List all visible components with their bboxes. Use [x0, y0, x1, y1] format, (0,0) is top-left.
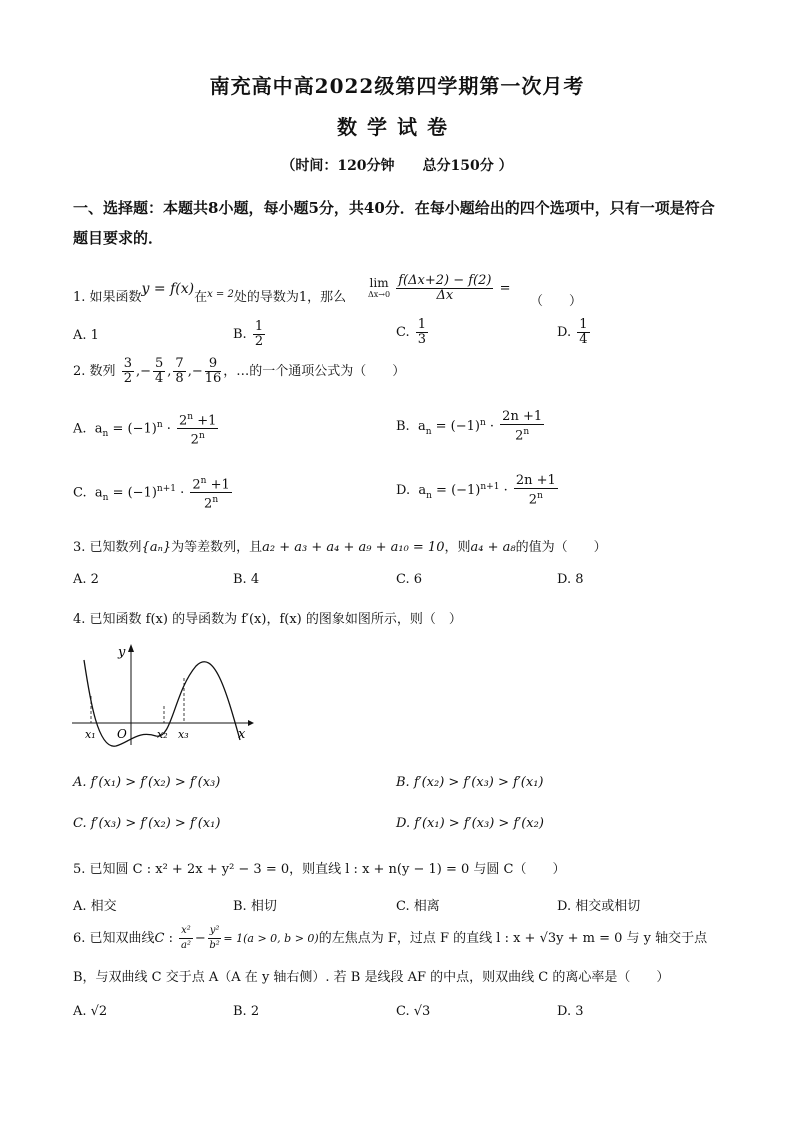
q1-option-d[interactable]: D. $\frac{1}{4}$	[557, 317, 588, 347]
q2-post: ，…的一个通项公式为（ ）	[223, 364, 406, 379]
q1-func: y = f(x)	[141, 281, 195, 297]
question-2: 2. 数列 $\frac{3}{2}$ ,− $\frac{5}{4}$ , $\frac{7}{8}$ ,− $\frac{9}{16}$ ，…的一个通项公式为（ ）	[73, 356, 406, 386]
q2-term-4: $\frac{9}{16}$	[204, 356, 222, 386]
question-1	[73, 281, 347, 305]
q2-pre: 2. 数列	[73, 364, 116, 379]
q1-option-a[interactable]: A. 1	[73, 328, 99, 343]
exam-time-info: （时间：120分钟 总分150分 ）	[281, 158, 513, 174]
q6-option-d[interactable]: D. 3	[557, 1004, 584, 1019]
y-label: y	[118, 645, 126, 660]
x-label: x	[238, 727, 246, 742]
q2-term-3: $\frac{7}{8}$	[175, 356, 184, 386]
question-6-line-2: B，与双曲线 C 交于点 A（A 在 y 轴右侧）. 若 B 是线段 AF 的中点，则双曲线 C 的离心率是（ ）	[73, 970, 670, 985]
q2-term-1: $\frac{3}{2}$	[123, 356, 132, 386]
q2-option-a[interactable]: A. $a_n = (-1)^n$ · $\frac{2^n +1}{2^n}$	[73, 412, 217, 448]
q4-option-b[interactable]: B. f′(x₂) > f′(x₃) > f′(x₁)	[396, 775, 544, 790]
exam-subject: 数学试卷	[337, 115, 457, 139]
x2-label: x₂	[157, 728, 168, 741]
q5-option-c[interactable]: C. 相离	[396, 899, 440, 914]
x-axis-arrow	[248, 720, 254, 726]
q4-option-d[interactable]: D. f′(x₁) > f′(x₃) > f′(x₂)	[396, 816, 544, 831]
origin-label: O	[117, 727, 127, 741]
q1-post: 处的导数为1，那么	[233, 290, 347, 305]
q6-option-a[interactable]: A. √2	[73, 1004, 108, 1019]
question-4: 4. 已知函数 f(x) 的导函数为 f′(x)，f(x) 的图象如图所示，则（ ）	[73, 612, 462, 627]
q1-option-b[interactable]: B. $\frac{1}{2}$	[233, 319, 264, 349]
y-axis-arrow	[128, 644, 134, 652]
q3-option-c[interactable]: C. 6	[396, 572, 423, 587]
q5-option-d[interactable]: D. 相交或相切	[557, 899, 641, 914]
q2-term-2: $\frac{5}{4}$	[155, 356, 164, 386]
x1-label: x₁	[85, 728, 96, 741]
q1-at: x = 2	[207, 289, 234, 300]
q4-option-c[interactable]: C. f′(x₃) > f′(x₂) > f′(x₁)	[73, 816, 221, 831]
q4-function-graph	[68, 640, 258, 750]
q1-paren: （ ）	[530, 294, 583, 309]
section-heading: 一、选择题：本题共8小题，每小题5分，共40分．在每小题给出的四个选项中，只有一项是符合题目要求的．	[73, 199, 715, 247]
q6-option-c[interactable]: C. √3	[396, 1004, 431, 1019]
q3-option-d[interactable]: D. 8	[557, 572, 584, 587]
q3-option-a[interactable]: A. 2	[73, 572, 99, 587]
q1-fraction: $\frac{f(\Delta x+2) - f(2)}{\Delta x}$	[398, 273, 492, 303]
question-3: 3. 已知数列{aₙ}为等差数列，且a₂ + a₃ + a₄ + a₉ + a₁₀ = 10，则a₄ + a₈的值为（ ）	[73, 540, 607, 555]
question-6-line-1: 6. 已知双曲线C : $\frac{\text{x²}}{\text{a²}}$ − $\frac{\text{y²}}{\text{b²}}$ = 1(a > 0, b > 0)的左焦点为 F，过点 F 的直线 l : x + √3y + m = 0 与 y 轴交于点	[73, 925, 708, 951]
q1-pre: 1. 如果函数	[73, 290, 142, 305]
q5-option-b[interactable]: B. 相切	[233, 899, 277, 914]
question-5: 5. 已知圆 C : x² + 2x + y² − 3 = 0，则直线 l : x + n(y − 1) = 0 与圆 C（ ）	[73, 862, 566, 877]
q6-option-b[interactable]: B. 2	[233, 1004, 260, 1019]
q2-option-d[interactable]: D. $a_n = (-1)^{n+1}$ · $\frac{2n +1}{2^n}$	[396, 473, 556, 508]
q1-mid: 在	[194, 290, 208, 305]
q4-option-a[interactable]: A. f′(x₁) > f′(x₂) > f′(x₃)	[73, 775, 221, 790]
x3-label: x₃	[178, 728, 189, 741]
q5-option-a[interactable]: A. 相交	[73, 899, 117, 914]
q1-limit-expression: lim Δx→0 $\frac{f(\Delta x+2) - f(2)}{\Delta x}$ =	[368, 273, 511, 303]
q2-option-b[interactable]: B. $a_n = (-1)^n$ · $\frac{2n +1}{2^n}$	[396, 409, 543, 444]
q3-option-b[interactable]: B. 4	[233, 572, 260, 587]
q1-lim: lim Δx→0	[368, 275, 391, 299]
q2-option-c[interactable]: C. $a_n = (-1)^{n+1}$ · $\frac{2^n +1}{2^n}$	[73, 476, 230, 512]
q1-option-c[interactable]: C. $\frac{1}{3}$	[396, 317, 427, 347]
exam-title: 南充高中高2022级第四学期第一次月考	[209, 74, 585, 98]
